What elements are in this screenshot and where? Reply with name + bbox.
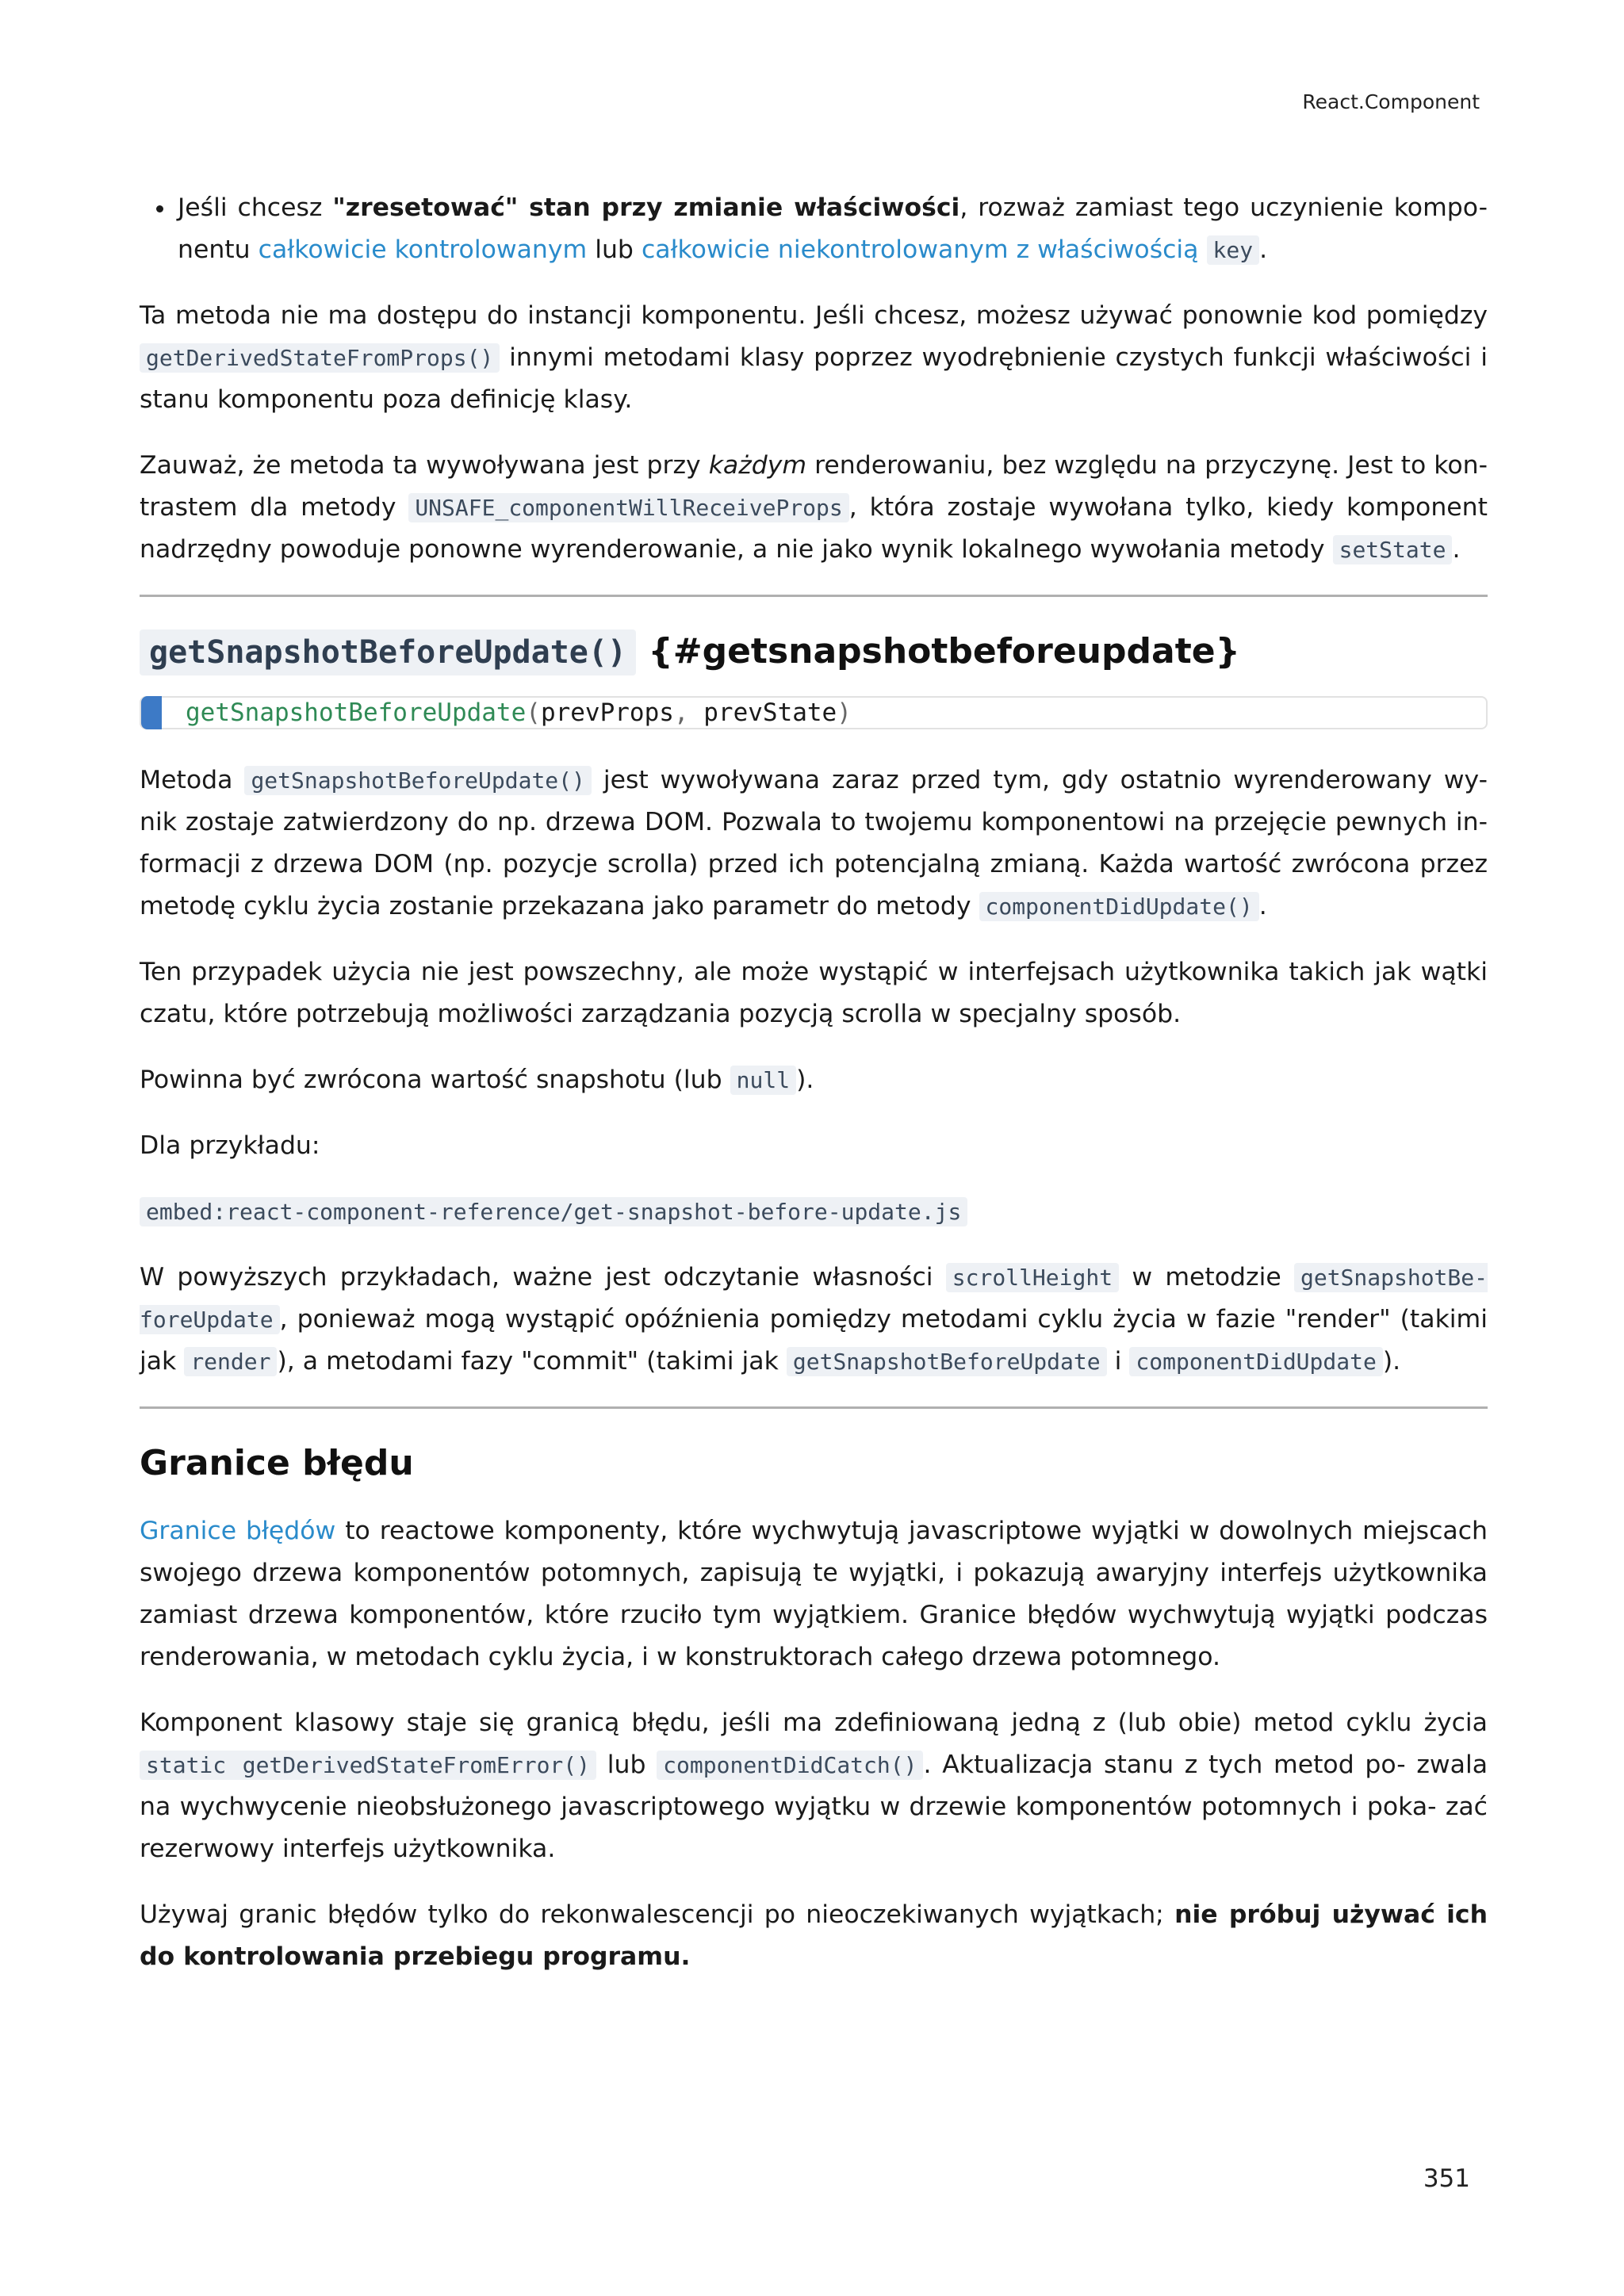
text: , która zostaje wywołana tylko, kiedy komponent nadrzędny powoduje ponowne wyrenderowanie, a nie jako wynik lokalnego wywołania metody — [140, 493, 1488, 564]
text: innymi metodami klasy poprzez wyodrębnienie czystych funkcji właściwości i stanu komponentu poza definicję klasy. — [140, 343, 1488, 414]
emphasis-text: każdym — [708, 451, 807, 480]
embed-reference — [140, 1191, 1488, 1233]
text: Metoda — [140, 766, 245, 794]
text: Zauważ, że metoda ta wywoływana jest przy — [140, 451, 709, 480]
text: to reactowe komponenty, które wychwytują javascriptowe wyjątki w dowolnych miejscach swojego drzewa komponentów potomnych, zapisują te wyjątki, i pokazują awaryjny interfejs użytkownika zamiast drzewa komponentów, które rzuciło tym wyjątkiem. Granice błędów wychwytują wyjątki podczas renderowania, w metodach cyklu życia, i w konstruktorach całego drzewa potomnego. — [140, 1517, 1488, 1671]
inline-code: setState — [1333, 535, 1453, 564]
text — [1199, 235, 1207, 264]
inline-code: render — [184, 1347, 277, 1376]
page-content — [140, 187, 1488, 2002]
section-divider — [140, 595, 1488, 597]
text: ). — [796, 1066, 814, 1094]
inline-code: componentDidUpdate — [1129, 1347, 1382, 1376]
text: . — [1259, 235, 1268, 264]
text: ). — [1382, 1347, 1401, 1376]
embed-code: embed:react-component-reference/get-snapshot-before-update.js — [140, 1197, 967, 1226]
text: renderowaniu, bez względu na przyczynę. Jest to kon- trastem dla metody — [140, 451, 1488, 522]
text: Powinna być zwrócona wartość snapshotu (lub — [140, 1066, 730, 1094]
inline-code: key — [1207, 235, 1260, 265]
paragraph — [140, 1894, 1488, 1978]
signature-arg-2: prevState — [703, 698, 837, 727]
text: Komponent klasowy staje się granicą błędu, jeśli ma zdefiniowaną jedną z (lub obie) metod cyklu życia — [140, 1709, 1488, 1737]
inline-code: getDerivedStateFromProps() — [140, 343, 500, 373]
inline-code: componentDidUpdate() — [979, 892, 1259, 921]
paragraph: Dla przykładu: — [140, 1131, 320, 1160]
signature-arg-1: prevProps — [540, 698, 674, 727]
paragraph — [140, 1510, 1488, 1678]
bold-text: nie próbuj używać ich do kontrolowania przebiegu programu. — [140, 1900, 1488, 1971]
text: Używaj granic błędów tylko do rekonwalescencji po nieoczekiwanych wyjątkach; — [140, 1900, 1175, 1929]
inline-code: UNSAFE_componentWillReceiveProps — [408, 493, 848, 522]
text: Jeśli chcesz — [178, 193, 333, 222]
signature-comma: , — [673, 698, 704, 727]
text: W powyższych przykładach, ważne jest odczytanie własności — [140, 1263, 946, 1292]
paragraph: Ten przypadek użycia nie jest powszechny, ale może wystąpić w interfejsach użytkownika takich jak wątki czatu, które potrzebują możliwości zarządzania pozycją scrolla w specjalny sposób. — [140, 958, 1488, 1028]
text: . — [1452, 535, 1461, 564]
paragraph — [140, 1702, 1488, 1870]
heading-code: getSnapshotBeforeUpdate() — [140, 629, 636, 675]
text: ), a metodami fazy "commit" (takimi jak — [277, 1347, 787, 1376]
signature-marker — [141, 696, 162, 729]
text: w metodzie — [1119, 1263, 1294, 1292]
paragraph — [140, 445, 1488, 571]
signature-paren-open: ( — [526, 698, 541, 727]
text: jest wywoływana zaraz przed tym, gdy ostatnio wyrenderowany wy- nik zostaje zatwierdzony do np. drzewa DOM. Pozwala to twojemu komponentowi na przejęcie pewnych in- formacji z drzewa DOM (np. pozycje scrolla) przed ich potencjalną zmianą. Każda wartość zwrócona przez metodę cyklu życia zostanie przekazana jako parametr do metody — [140, 766, 1488, 920]
bold-text: "zresetować" stan przy zmianie właściwości — [332, 193, 960, 222]
section-divider — [140, 1406, 1488, 1409]
section-title: Granice błędu — [140, 1443, 414, 1483]
page-number: 351 — [1423, 2164, 1470, 2193]
text: i — [1106, 1347, 1130, 1376]
inline-code: scrollHeight — [946, 1263, 1119, 1292]
bullet-list — [140, 187, 1488, 271]
paragraph — [140, 295, 1488, 421]
paragraph — [140, 760, 1488, 928]
signature-function: getSnapshotBeforeUpdate — [186, 698, 527, 727]
heading-anchor: {#getsnapshotbeforeupdate} — [648, 631, 1240, 672]
method-heading — [140, 624, 1488, 680]
inline-code: static getDerivedStateFromError() — [140, 1751, 596, 1780]
link-fully-uncontrolled[interactable]: całkowicie niekontrolowanym z właściwością — [641, 235, 1199, 264]
text: . Aktualizacja stanu z tych metod po- zwala na wychwycenie nieobsłużonego javascriptowego wyjątku w drzewie komponentów potomnych i poka- zać rezerwowy interfejs użytkownika. — [140, 1751, 1488, 1863]
link-error-boundaries[interactable]: Granice błędów — [140, 1517, 336, 1545]
method-signature — [140, 696, 1488, 729]
text: , rozważ zamiast tego uczynienie kompo- nentu — [178, 193, 1488, 264]
text: lub — [587, 235, 642, 264]
signature-paren-close: ) — [837, 698, 852, 727]
running-header: React.Component — [1302, 90, 1480, 113]
inline-code: getSnapshotBeforeUpdate() — [244, 766, 591, 795]
list-item — [176, 187, 1488, 271]
paragraph — [140, 1257, 1488, 1383]
paragraph — [140, 1059, 1488, 1101]
link-fully-controlled[interactable]: całkowicie kontrolowanym — [258, 235, 588, 264]
inline-code: componentDidCatch() — [657, 1751, 923, 1780]
inline-code: getSnapshotBeforeUpdate — [787, 1347, 1107, 1376]
text: . — [1258, 892, 1267, 920]
text: , ponieważ mogą wystąpić opóźnienia pomiędzy metodami cyklu życia w fazie "render" (takimi jak — [140, 1305, 1488, 1376]
text: lub — [596, 1751, 657, 1779]
text: Ta metoda nie ma dostępu do instancji komponentu. Jeśli chcesz, możesz używać ponownie kod pomiędzy — [140, 301, 1488, 330]
inline-code: getSnapshotBe- foreUpdate — [140, 1265, 1488, 1333]
inline-code: null — [730, 1066, 796, 1095]
